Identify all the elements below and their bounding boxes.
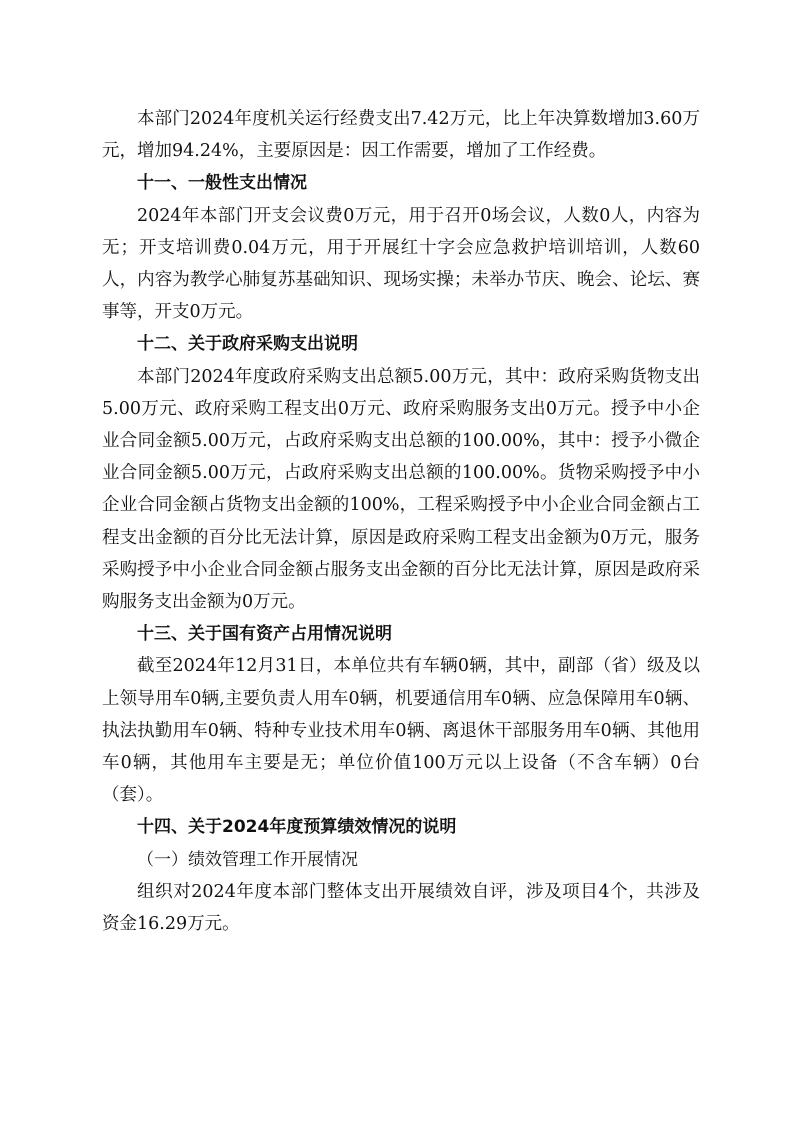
section-11-body: 2024年本部门开支会议费0万元，用于召开0场会议，人数0人，内容为无；开支培训费0.04万元，用于开展红十字会应急救护培训培训，人数60人，内容为教学心肺复苏基础知识、现场实操；未举办节庆、晚会、论坛、赛事等，开支0万元。 [102,205,700,323]
section-14-subheading: （一）绩效管理工作开展情况 [137,849,358,870]
document-page [102,103,700,940]
section-13-heading: 十三、关于国有资产占用情况说明 [137,624,392,645]
section-12-body: 本部门2024年度政府采购支出总额5.00万元，其中：政府采购货物支出5.00万元、政府采购工程支出0万元、政府采购服务支出0万元。授予中小企业合同金额5.00万元，占政府采购支出总额的100.00%，其中：授予小微企业合同金额5.00万元，占政府采购支出总额的100.00%。货物采购授予中小企业合同金额占货物支出金额的100%，工程采购授予中小企业合同金额占工程支出金额的百分比无法计算，原因是政府采购工程支出金额为0万元，服务采购授予中小企业合同金额占服务支出金额的百分比无法计算，原因是政府采购服务支出金额为0万元。 [102,366,700,613]
section-11-heading: 十一、一般性支出情况 [137,173,307,194]
section-14-heading: 十四、关于2024年度预算绩效情况的说明 [137,817,457,838]
section-12-heading: 十二、关于政府采购支出说明 [137,334,358,355]
section-14-body: 组织对2024年度本部门整体支出开展绩效自评，涉及项目4个，共涉及资金16.29万元。 [102,881,700,935]
section-13-body: 截至2024年12月31日，本单位共有车辆0辆，其中，副部（省）级及以上领导用车0辆,主要负责人用车0辆，机要通信用车0辆、应急保障用车0辆、执法执勤用车0辆、特种专业技术用车0辆、离退休干部服务用车0辆、其他用车0辆，其他用车主要是无；单位价值100万元以上设备（不含车辆）0台（套）。 [102,656,700,806]
operating-expense-paragraph: 本部门2024年度机关运行经费支出7.42万元，比上年决算数增加3.60万元，增加94.24%，主要原因是：因工作需要，增加了工作经费。 [102,109,700,162]
